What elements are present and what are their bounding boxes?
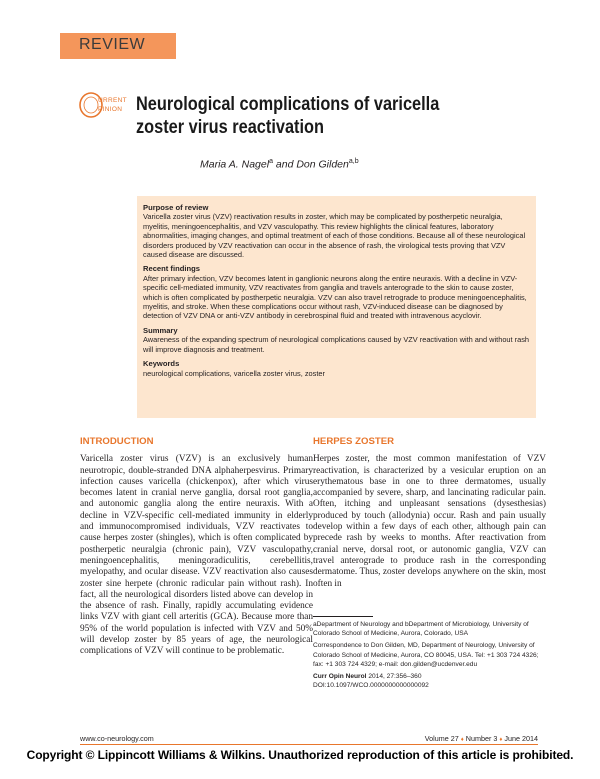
footnote-rule	[313, 616, 373, 617]
herpes-zoster-section	[313, 436, 546, 590]
keywords-text: neurological complications, varicella zoster virus, zoster	[143, 368, 325, 378]
footer-volume: Volume 27	[424, 734, 459, 743]
author-affiliation-mark: a,b	[348, 158, 359, 165]
author-list	[200, 158, 359, 171]
svg-text:PINION: PINION	[98, 106, 123, 113]
author-separator: and	[272, 158, 297, 171]
citation-line	[313, 672, 545, 690]
citation-journal: Curr Opin Neurol	[313, 673, 367, 681]
purpose-text: Varicella zoster virus (VZV) reactivation results in zoster, which may be complicated by postherpetic neuralgia, myelitis, meningoencephalitis, and VZV vasculopathy. This review highlights the clinical features, laboratory abnormalities, imaging changes, and optimal treatment of each of those conditions. Because all of these neurological disorders produced by VZV reactivation can occur in the absence of rash, the virological tests proving that VZV caused disease are discussed.	[143, 212, 526, 260]
summary-text: Awareness of the expanding spectrum of neurological complications caused by VZV reactivation with and without rash will improve diagnosis and treatment.	[143, 335, 530, 354]
review-tab	[60, 33, 176, 59]
keywords-heading: Keywords	[143, 359, 180, 369]
findings-text: After primary infection, VZV becomes latent in ganglionic neurons along the entire neuraxis. With a decline in VZV-specific cell-mediated immunity, VZV reactivates from ganglia and travels anterograde to the skin to cause zoster, which is often complicated by postherpetic neuralgia. VZV can also travel retrograde to produce meningoencephalitis, myelitis, and stroke. When these complications occur without rash, VZV-induced disease can be diagnosed by detection of VZV DNA or anti-VZV antibody in cerebrospinal fluid and treated with intravenous acyclovir.	[143, 273, 527, 321]
introduction-text: Varicella zoster virus (VZV) is an exclusively human neurotropic, double-stranded DNA alphaherpesvirus. Primary infection causes varicella (chickenpox), after which virus becomes latent in cranial nerve ganglia, dorsal root ganglia, and autonomic ganglia along the entire neuraxis. With a decline in VZV-specific cell-mediated immunity in elderly and immunocompromised individuals, VZV reactivates to cause herpes zoster (shingles), which is often complicated by postherpetic neuralgia (chronic pain), VZV vasculopathy, meningoencephalitis, meningoradiculitis, cerebellitis, myelopathy, and ocular disease. VZV reactivation also causes zoster sine herpete (chronic radicular pain without rash). In fact, all the neurological disorders listed above can develop in the absence of rash. Finally, rapidly accumulating evidence links VZV with giant cell arteritis (GCA). Because more than 95% of the world population is infected with VZV and 50% will develop zoster by 85 years of age, the neurological complications of VZV will continue to be problematic.	[80, 454, 313, 657]
copyright-notice: Copyright © Lippincott Williams & Wilkins. Unauthorized reproduction of this article is prohibited.	[26, 748, 574, 762]
affiliations-block	[313, 616, 545, 693]
introduction-heading: INTRODUCTION	[80, 436, 154, 447]
author-name: Maria A. Nagel	[200, 158, 270, 171]
correspondence-text: Correspondence to Don Gilden, MD, Department of Neurology, University of Colorado School of Medicine, Aurora, CO 80045, USA. Tel: +1 303 724 4326; fax: +1 303 724 4329; e-mail: don.gilden@ucdenver.edu	[313, 642, 539, 668]
footer-separator: ♦	[460, 737, 464, 743]
review-label: REVIEW	[79, 36, 146, 53]
footer-date: June 2014	[504, 734, 538, 743]
footer-separator: ♦	[499, 737, 503, 743]
purpose-heading: Purpose of review	[143, 203, 209, 212]
footer-number: Number 3	[465, 734, 498, 743]
departments-text: aDepartment of Neurology and bDepartment of Microbiology, University of Colorado School of Medicine, Aurora, Colorado, USA	[313, 621, 529, 638]
herpes-zoster-heading: HERPES ZOSTER	[313, 436, 395, 447]
introduction-section	[80, 436, 313, 658]
current-opinion-logo	[78, 90, 130, 120]
citation-details: 2014, 27:356–360	[366, 673, 422, 681]
findings-heading: Recent findings	[143, 264, 200, 274]
svg-text:URRENT: URRENT	[98, 97, 127, 104]
footer-divider	[80, 744, 538, 745]
article-title: Neurological complications of varicella zoster virus reactivation	[136, 94, 440, 138]
footer-url[interactable]: www.co-neurology.com	[80, 734, 154, 743]
author-name: Don Gilden	[296, 158, 349, 171]
summary-heading: Summary	[143, 325, 178, 335]
footer-issue-info	[425, 734, 538, 743]
abstract-box	[137, 196, 536, 418]
doi-text: DOI:10.1097/WCO.0000000000000092	[313, 682, 429, 690]
author-affiliation-mark: a	[269, 158, 273, 165]
herpes-zoster-text: Herpes zoster, the most common manifestation of VZV reactivation, is characterized by a vesicular eruption on an erythematous base in one to three dermatomes, usually accompanied by severe, sharp, and lancinating radicular pain. Often, itching and unpleasant sensations (dysesthesias) produced by touch (allodynia) occur. Rash and pain usually develop within a few days of each other, although pain can precede rash by weeks to months. After reactivation from cranial nerve, dorsal root, or autonomic ganglia, VZV can travel anterograde to produce rash in the corresponding dermatome. Thus, zoster develops anywhere on the skin, most often in	[313, 454, 546, 589]
